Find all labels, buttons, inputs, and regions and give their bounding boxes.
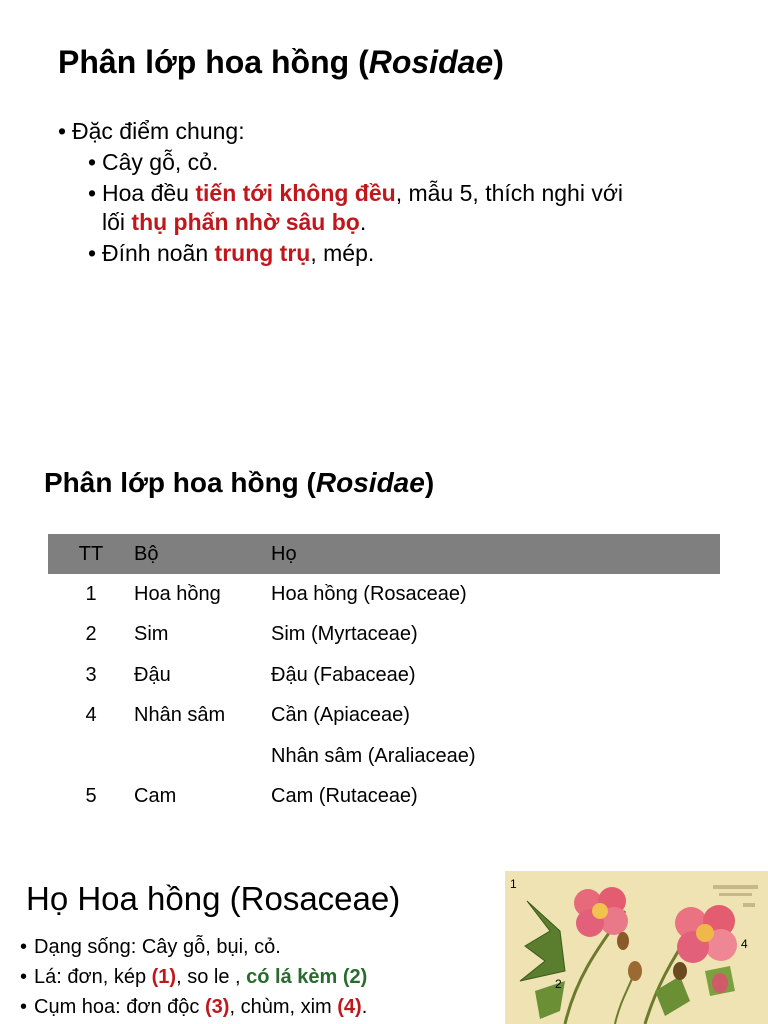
cell: Cam (Rutaceae) xyxy=(271,785,418,808)
table-header xyxy=(48,534,720,574)
slide1-title xyxy=(58,44,504,81)
cell: Đậu (Fabaceae) xyxy=(271,663,416,686)
bullet-1: • Cây gỗ, cỏ. xyxy=(88,149,219,175)
cell xyxy=(48,736,134,777)
slide3-title: Họ Hoa hồng (Rosaceae) xyxy=(26,880,401,917)
cell: Nhân sâm xyxy=(134,704,226,727)
flower-drawing xyxy=(505,871,768,1024)
cell: 3 xyxy=(85,663,97,686)
b3-c: , mép. xyxy=(310,240,375,266)
b2-highlight-2: thụ phấn nhờ sâu bọ xyxy=(131,209,360,235)
s3-bullet-3: • Cụm hoa: đơn độc (3), chùm, xim (4). xyxy=(20,996,368,1018)
b2-a: Hoa đều xyxy=(102,180,196,206)
b2-highlight: tiến tới không đều xyxy=(195,180,396,206)
bullet-1-text: Cây gỗ, cỏ. xyxy=(102,149,219,175)
title2-italic: Rosidae xyxy=(315,467,425,498)
s3-b3-e: . xyxy=(361,996,368,1018)
table-row xyxy=(48,615,720,656)
table-row xyxy=(48,696,720,737)
title2-close: ) xyxy=(424,467,435,498)
table-row xyxy=(48,777,720,818)
s3-b2-a: Lá: đơn, kép xyxy=(34,966,152,988)
b2-f: . xyxy=(359,209,367,235)
image-label-2: 2 xyxy=(555,977,562,991)
title2-text: Phân lớp hoa hồng ( xyxy=(44,467,316,498)
bullet-main: • Đặc điểm chung: xyxy=(58,118,245,144)
bullet-main-text: Đặc điểm chung: xyxy=(72,118,245,144)
s3-b2-ref: (1) xyxy=(151,966,177,988)
b2-d: lối xyxy=(102,209,132,235)
cell: Cần (Apiaceae) xyxy=(271,704,410,727)
title-close: ) xyxy=(493,44,504,80)
b2-c: , mẫu 5, thích nghi với xyxy=(395,180,624,206)
cell: Hoa hồng (Rosaceae) xyxy=(271,582,467,605)
title-italic: Rosidae xyxy=(368,44,494,80)
header-ho: Họ xyxy=(271,534,720,574)
slide2-title xyxy=(44,467,434,499)
cell: Sim (Myrtaceae) xyxy=(271,623,418,646)
cell: 4 xyxy=(85,704,97,727)
s3-b1-text: Dạng sống: Cây gỗ, bụi, cỏ. xyxy=(34,936,281,958)
header-tt: TT xyxy=(48,534,134,574)
bullet-3: • Đính noãn trung trụ, mép. xyxy=(88,240,375,266)
cell: Cam xyxy=(134,785,177,808)
rosaceae-illustration xyxy=(505,871,768,1024)
b3-a: Đính noãn xyxy=(102,240,215,266)
table-row xyxy=(48,655,720,696)
cell: 1 xyxy=(85,582,97,605)
cell: Đậu xyxy=(134,663,171,686)
table-row xyxy=(48,574,720,615)
title-text: Phân lớp hoa hồng ( xyxy=(58,44,369,80)
s3-b3-a: Cụm hoa: đơn độc xyxy=(34,996,205,1018)
table-row xyxy=(48,736,720,777)
bullet-2: • Hoa đều tiến tới không đều, mẫu 5, thích nghi với xyxy=(88,180,624,206)
image-label-4: 4 xyxy=(741,937,748,951)
bullet-2-cont xyxy=(102,207,366,237)
cell xyxy=(134,736,271,777)
s3-b2-highlight: có lá kèm (2) xyxy=(246,966,368,988)
cell: Hoa hồng xyxy=(134,582,221,605)
s3-bullet-2: • Lá: đơn, kép (1), so le , có lá kèm (2) xyxy=(20,966,368,988)
cell: Nhân sâm (Araliaceae) xyxy=(271,744,476,767)
cell: Sim xyxy=(134,623,169,646)
s3-b3-c: , chùm, xim xyxy=(229,996,338,1018)
b3-highlight: trung trụ xyxy=(214,240,311,266)
s3-b2-c: , so le , xyxy=(176,966,247,988)
cell: 2 xyxy=(85,623,97,646)
s3-bullet-1: • Dạng sống: Cây gỗ, bụi, cỏ. xyxy=(20,936,281,958)
image-label-1: 1 xyxy=(510,877,517,891)
s3-b3-ref1: (3) xyxy=(205,996,230,1018)
header-bo: Bộ xyxy=(134,534,271,574)
cell: 5 xyxy=(85,785,97,808)
s3-b3-ref2: (4) xyxy=(337,996,362,1018)
orders-table xyxy=(48,534,720,817)
